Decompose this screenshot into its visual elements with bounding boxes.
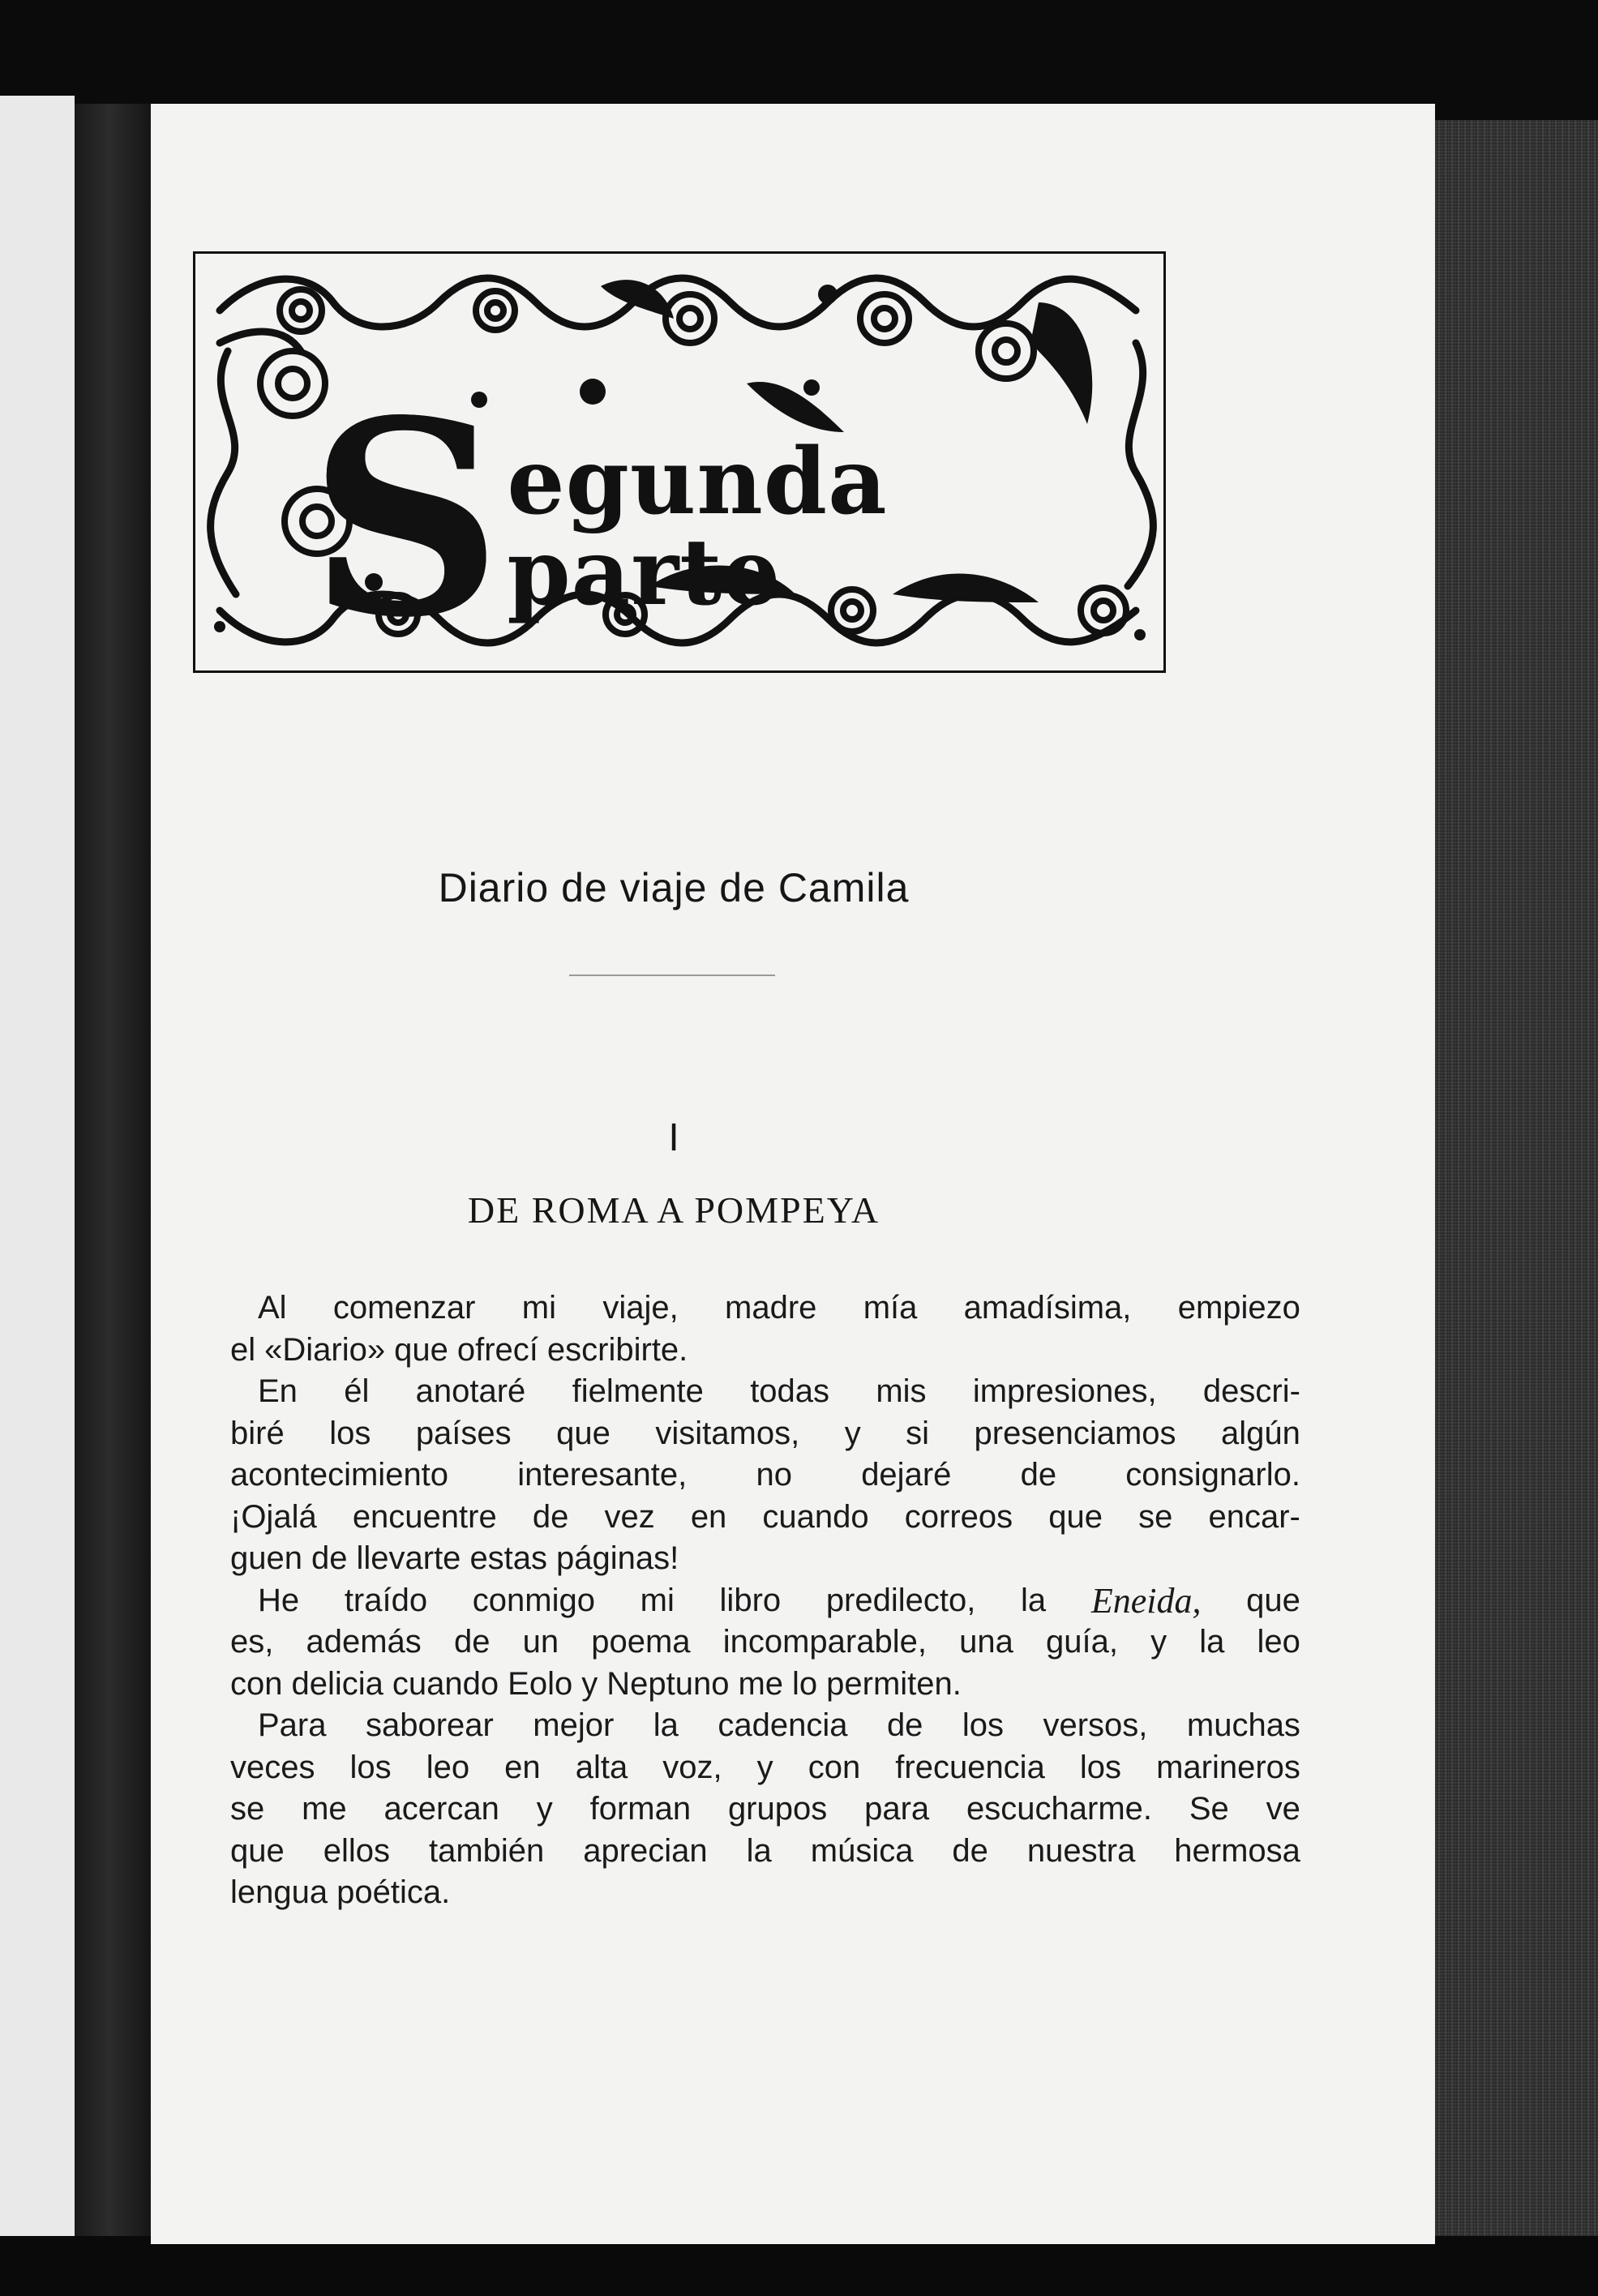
word: de	[1020, 1457, 1057, 1493]
text-line	[230, 1538, 1300, 1580]
text-line	[230, 1621, 1300, 1664]
word: visitamos,	[655, 1415, 800, 1451]
book-gutter	[75, 104, 152, 2236]
word: leo	[426, 1749, 470, 1785]
word: grupos	[727, 1791, 828, 1827]
word: consignarlo.	[1125, 1457, 1300, 1493]
word: una	[959, 1624, 1013, 1660]
word: los	[329, 1415, 371, 1451]
text-line	[230, 1580, 1300, 1622]
word: predilecto,	[825, 1582, 976, 1618]
word: los	[1079, 1749, 1122, 1785]
word: saborear	[365, 1707, 494, 1743]
divider-rule	[569, 975, 775, 976]
text-line	[230, 1705, 1300, 1747]
word: me	[302, 1791, 347, 1827]
word: versos,	[1043, 1707, 1148, 1743]
word: y	[1150, 1624, 1167, 1660]
word: mi	[640, 1582, 675, 1618]
word: aprecian	[583, 1832, 708, 1869]
word: veces	[230, 1749, 315, 1785]
word: cadencia	[718, 1707, 848, 1743]
paragraph	[230, 1371, 1300, 1580]
text-line	[230, 1831, 1300, 1873]
word: guen	[230, 1540, 302, 1576]
text-line	[230, 1788, 1300, 1831]
word: Para	[258, 1707, 327, 1743]
word: libro	[719, 1582, 782, 1618]
word: encuentre	[352, 1498, 497, 1535]
word: marineros	[1156, 1749, 1300, 1785]
word: interesante,	[517, 1457, 688, 1493]
word: con	[808, 1749, 861, 1785]
text-line	[230, 1497, 1300, 1539]
word: llevarte	[356, 1540, 461, 1576]
word: He	[258, 1582, 300, 1618]
word: y	[536, 1791, 553, 1827]
word: para	[864, 1791, 930, 1827]
word: permiten.	[826, 1665, 962, 1702]
word: no	[756, 1457, 792, 1493]
word: y	[756, 1749, 773, 1785]
word: ¡Ojalá	[230, 1498, 317, 1535]
word: poema	[591, 1624, 691, 1660]
text-line	[230, 1413, 1300, 1455]
word: me	[738, 1665, 784, 1702]
word: en	[504, 1749, 541, 1785]
word: vez	[604, 1498, 655, 1535]
text-line	[230, 1747, 1300, 1789]
banner-title	[309, 362, 1152, 676]
word: él	[344, 1373, 370, 1409]
word: música	[810, 1832, 914, 1869]
word: delicia	[291, 1665, 383, 1702]
word: guía,	[1045, 1624, 1118, 1660]
word: de	[453, 1624, 491, 1660]
word: incomparable,	[722, 1624, 927, 1660]
word: viaje,	[602, 1290, 679, 1326]
word: que	[1048, 1498, 1103, 1535]
word: «Diario»	[264, 1331, 386, 1368]
word: y	[581, 1665, 598, 1702]
word: cuando	[392, 1665, 499, 1702]
word: algún	[1221, 1415, 1300, 1451]
word: lo	[792, 1665, 818, 1702]
word: de	[311, 1540, 348, 1576]
text-line	[230, 1454, 1300, 1497]
text-line	[230, 1287, 1300, 1330]
word: y	[844, 1415, 861, 1451]
word: hermosa	[1174, 1832, 1300, 1869]
title-banner	[193, 251, 1166, 676]
section-heading: Diario de viaje de Camila	[438, 865, 910, 910]
word: dejaré	[861, 1457, 952, 1493]
word: nuestra	[1026, 1832, 1136, 1869]
word: los	[349, 1749, 392, 1785]
word: un	[522, 1624, 559, 1660]
word: acercan	[383, 1791, 499, 1827]
word: la	[746, 1832, 772, 1869]
word: ve	[1266, 1791, 1300, 1827]
word: que	[394, 1331, 448, 1368]
word: acontecimiento	[230, 1457, 449, 1493]
text-line	[230, 1371, 1300, 1413]
word: estas	[469, 1540, 548, 1576]
word: impresiones,	[972, 1373, 1157, 1409]
word: los	[962, 1707, 1005, 1743]
chapter-title: DE ROMA A POMPEYA	[467, 1189, 880, 1231]
word: ofrecí	[456, 1331, 538, 1368]
paragraph	[230, 1580, 1300, 1706]
word: escribirte.	[546, 1331, 688, 1368]
word: mi	[521, 1290, 557, 1326]
word: de	[952, 1832, 988, 1869]
word: madre	[725, 1290, 817, 1326]
word: ellos	[323, 1832, 390, 1869]
word: también	[428, 1832, 545, 1869]
text-line	[230, 1872, 1300, 1914]
word: mis	[876, 1373, 927, 1409]
word: se	[230, 1791, 265, 1827]
paragraph	[230, 1287, 1300, 1371]
word: Al	[258, 1290, 287, 1326]
scan-border	[0, 2236, 1598, 2296]
word: Eneida,	[1090, 1580, 1202, 1621]
word: presenciamos	[974, 1415, 1176, 1451]
word: Se	[1189, 1791, 1229, 1827]
word: comenzar	[332, 1290, 476, 1326]
book-cover-edge	[1435, 120, 1598, 2252]
word: forman	[589, 1791, 692, 1827]
word: alta	[575, 1749, 628, 1785]
facing-page-edge	[0, 96, 75, 2236]
word: biré	[230, 1415, 285, 1451]
word: anotaré	[415, 1373, 526, 1409]
word: de	[886, 1707, 923, 1743]
word: mejor	[533, 1707, 615, 1743]
word: lengua	[230, 1874, 328, 1910]
word: cuando	[762, 1498, 869, 1535]
text-line	[230, 1330, 1300, 1372]
word: conmigo	[472, 1582, 595, 1618]
word: voz,	[662, 1749, 722, 1785]
word: mía	[863, 1290, 918, 1326]
word: empiezo	[1177, 1290, 1300, 1326]
word: correos	[904, 1498, 1013, 1535]
word: En	[258, 1373, 298, 1409]
word: que	[1246, 1582, 1300, 1618]
word: páginas!	[556, 1540, 679, 1576]
word: amadísima,	[963, 1290, 1132, 1326]
word: poética.	[336, 1874, 451, 1910]
chapter-number: I	[668, 1116, 679, 1159]
word: la	[653, 1707, 679, 1743]
book-page	[151, 104, 1435, 2244]
word: leo	[1257, 1624, 1300, 1660]
word: que	[556, 1415, 610, 1451]
body-text	[230, 1287, 1300, 1914]
word: muchas	[1186, 1707, 1300, 1743]
word: de	[532, 1498, 569, 1535]
word: Neptuno	[606, 1665, 730, 1702]
word: la	[1199, 1624, 1225, 1660]
word: con	[230, 1665, 283, 1702]
word: es,	[230, 1624, 274, 1660]
word: el	[230, 1331, 256, 1368]
word: en	[690, 1498, 727, 1535]
word: países	[415, 1415, 512, 1451]
banner-title-text: egunda parte	[507, 429, 888, 626]
paragraph	[230, 1705, 1300, 1914]
word: escucharme.	[966, 1791, 1153, 1827]
word: se	[1138, 1498, 1173, 1535]
word: si	[906, 1415, 930, 1451]
word: encar-	[1208, 1498, 1300, 1535]
word: frecuencia	[895, 1749, 1045, 1785]
word: descri-	[1202, 1373, 1300, 1409]
word: traído	[344, 1582, 428, 1618]
decorative-initial: S	[309, 362, 503, 676]
word: Eolo	[508, 1665, 573, 1702]
word: fielmente	[572, 1373, 704, 1409]
word: que	[230, 1832, 285, 1869]
text-line	[230, 1664, 1300, 1706]
word: todas	[750, 1373, 830, 1409]
word: la	[1021, 1582, 1047, 1618]
word: además	[306, 1624, 422, 1660]
